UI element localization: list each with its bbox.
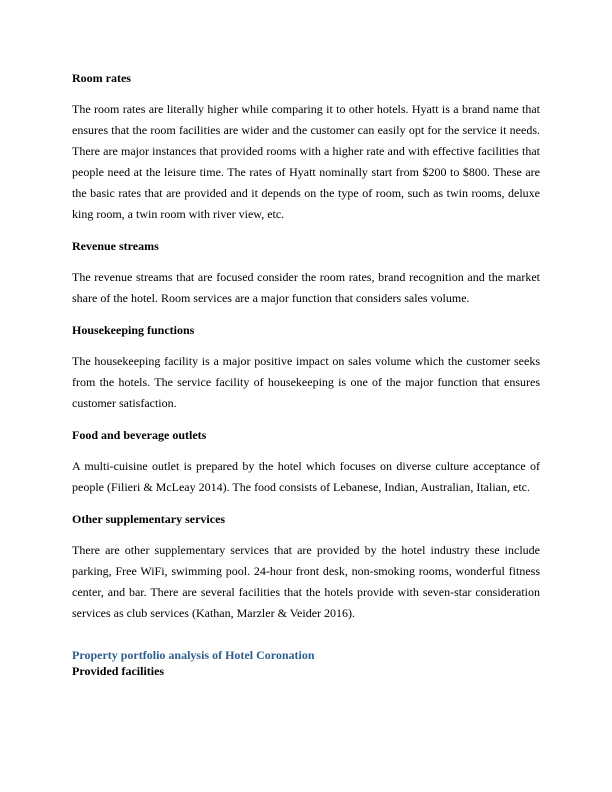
paragraph-room-rates: The room rates are literally higher while comparing it to other hotels. Hyatt is a brand name that ensures that the room facilities are wider and the customer can easily opt for the service it needs. There are major instances that provided rooms with a higher rate and with effective facilities that people need at the leisure time. The rates of Hyatt nominally start from $200 to $800. These are the basic rates that are provided and it depends on the type of room, such as twin rooms, deluxe king room, a twin room with river view, etc. bbox=[72, 102, 540, 221]
heading-food-beverage-outlets: Food and beverage outlets bbox=[72, 428, 207, 442]
spacer bbox=[72, 637, 540, 647]
paragraph-food-beverage-outlets: A multi-cuisine outlet is prepared by the hotel which focuses on diverse culture acceptance of people (Filieri & McLeay 2014). The food consists of Lebanese, Indian, Australian, Italian, etc. bbox=[72, 459, 540, 494]
paragraph-housekeeping-functions: The housekeeping facility is a major positive impact on sales volume which the customer seeks from the hotels. The service facility of housekeeping is one of the major function that ensures customer satisfaction. bbox=[72, 354, 540, 410]
heading-property-portfolio-analysis: Property portfolio analysis of Hotel Coronation bbox=[72, 648, 315, 662]
heading-room-rates: Room rates bbox=[72, 71, 131, 85]
heading-revenue-streams: Revenue streams bbox=[72, 239, 159, 253]
paragraph-other-supplementary-services: There are other supplementary services that are provided by the hotel industry these include parking, Free WiFi, swimming pool. 24-hour front desk, non-smoking rooms, wonderful fitness center, and bar. There are several facilities that the hotels provide with seven-star consideration services as club services (Kathan, Marzler & Veider 2016). bbox=[72, 543, 540, 620]
heading-other-supplementary-services: Other supplementary services bbox=[72, 512, 226, 526]
heading-provided-facilities: Provided facilities bbox=[72, 664, 165, 678]
heading-housekeeping-functions: Housekeeping functions bbox=[72, 323, 195, 337]
document-page bbox=[72, 70, 540, 679]
paragraph-revenue-streams: The revenue streams that are focused consider the room rates, brand recognition and the market share of the hotel. Room services are a major function that considers sales volume. bbox=[72, 270, 540, 305]
